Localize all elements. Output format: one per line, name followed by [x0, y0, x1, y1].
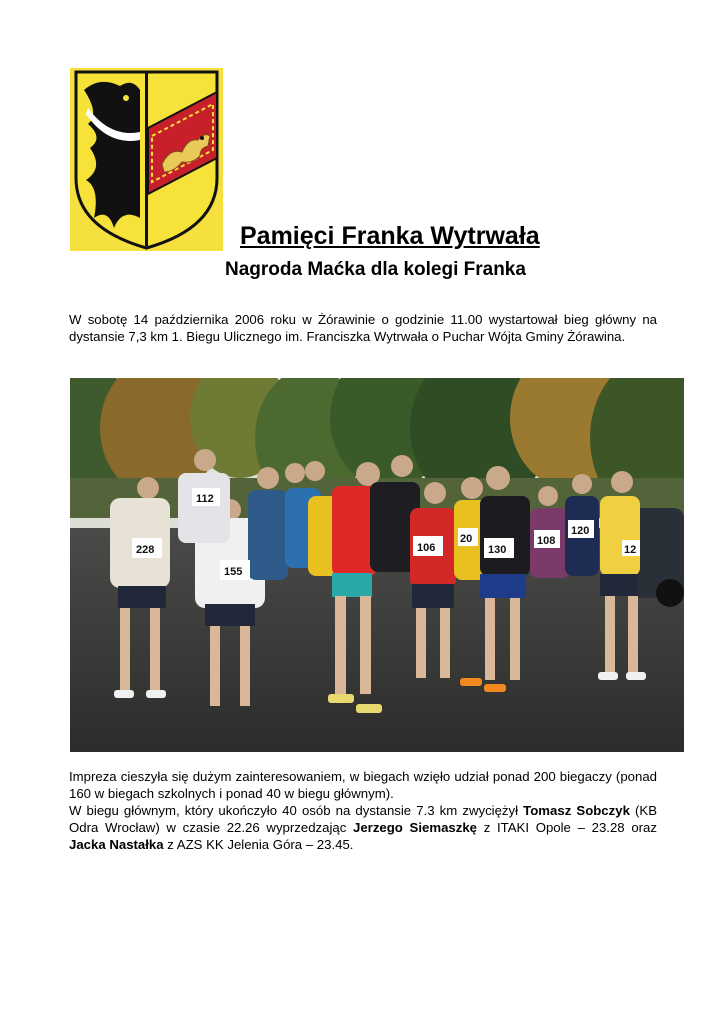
- bib-number: 120: [571, 525, 590, 537]
- page-subtitle: Nagroda Maćka dla kolegi Franka: [225, 259, 526, 280]
- coat-of-arms: [70, 68, 223, 251]
- summary-paragraph: Impreza cieszyła się dużym zainteresowaniem, w biegach wzięło udział ponad 200 biegaczy (ponad 160 w biegach szkolnych i ponad 40 w biegu głównym).: [69, 769, 657, 801]
- bib-number: 106: [417, 542, 436, 554]
- results-paragraph: [69, 802, 657, 853]
- results-text: W biegu głównym, który ukończyło 40 osób na dystansie 7.3 km zwyciężył: [69, 803, 524, 818]
- bib-number: 20: [460, 533, 473, 545]
- bib-number: 130: [488, 544, 507, 556]
- page-title: Pamięci Franka Wytrwała: [240, 222, 540, 250]
- intro-paragraph: W sobotę 14 października 2006 roku w Żórawinie o godzinie 11.00 wystartował bieg główny na dystansie 7,3 km 1. Biegu Ulicznego im. Franciszka Wytrwała o Puchar Wójta Gminy Żórawina.: [69, 312, 657, 344]
- winner-name: Tomasz Sobczyk: [523, 803, 630, 818]
- bib-number: 228: [136, 544, 155, 556]
- bib-number: 108: [537, 535, 556, 547]
- bib-number: 155: [224, 566, 243, 578]
- bib-number: 112: [196, 493, 214, 505]
- results-text: (KB Odra Wrocław) w czasie 22.26 wyprzedzając: [69, 803, 657, 835]
- second-place-name: Jerzego Siemaszkę: [353, 820, 478, 835]
- runners-photo: [70, 378, 684, 752]
- third-place-name: Jacka Nastałka: [69, 837, 164, 852]
- results-text: z ITAKI Opole – 23.28 oraz: [477, 820, 657, 835]
- results-text: z AZS KK Jelenia Góra – 23.45.: [163, 837, 354, 852]
- bib-number: 12: [624, 544, 637, 556]
